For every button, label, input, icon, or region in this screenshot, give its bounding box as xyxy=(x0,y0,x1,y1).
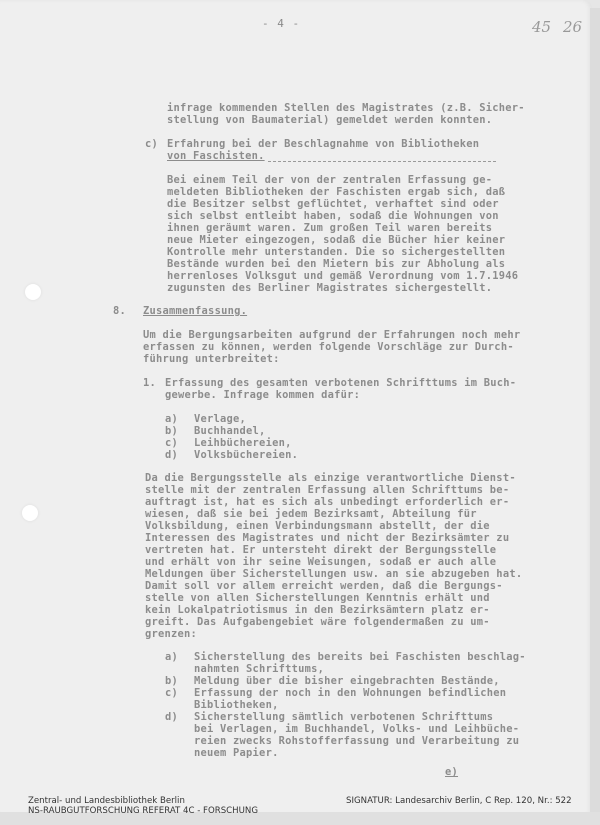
text-line: neue Mieter eingezogen, sodaß die Bücher hier keiner xyxy=(167,234,506,246)
text-line: ihnen geräumt waren. Zum großen Teil waren bereits xyxy=(167,222,493,234)
task-text: Bibliotheken, xyxy=(194,699,279,711)
page-edge-shadow xyxy=(590,8,600,825)
section-8-heading: Zusammenfassung. xyxy=(143,305,248,317)
text-line: kein Lokalpatriotismus in den Bezirksämtern platz er- xyxy=(145,604,490,616)
list-marker: d) xyxy=(165,449,179,461)
task-text: Sicherstellung sämtlich verbotenen Schrifttums xyxy=(194,711,494,723)
footer-signature: SIGNATUR: Landesarchiv Berlin, C Rep. 120, Nr.: 522 xyxy=(346,796,572,806)
task-marker: d) xyxy=(165,711,179,723)
text-line: Bei einem Teil der von der zentralen Erfassung ge- xyxy=(167,174,493,186)
text-line: erfassen zu können, werden folgende Vorschläge zur Durch- xyxy=(143,341,514,353)
continuation-marker: e) xyxy=(445,766,459,778)
text-line: stelle von allen Sicherstellungen Kenntnis erhält und xyxy=(145,592,490,604)
text-line: führung unterbreitet: xyxy=(143,353,280,365)
task-marker: b) xyxy=(165,675,179,687)
task-text: Sicherstellung des bereits bei Faschisten beschlag- xyxy=(194,651,526,663)
task-marker: c) xyxy=(165,687,179,699)
text-line: Da die Bergungsstelle als einzige verantwortliche Dienst- xyxy=(145,472,516,484)
text-line: und erhält von ihr seine Weisungen, sodaß er auch alle xyxy=(145,556,497,568)
text-line: grenzen: xyxy=(145,628,198,640)
footer-library: Zentral- und Landesbibliothek Berlin xyxy=(28,796,185,806)
list-marker: a) xyxy=(165,413,179,425)
handwritten-folio-2: 26 xyxy=(563,18,583,36)
punch-hole-upper xyxy=(25,284,41,300)
text-line: Um die Bergungsarbeiten aufgrund der Erfahrungen noch mehr xyxy=(143,329,521,341)
text-line: die Besitzer selbst geflüchtet, verhaftet sind oder xyxy=(167,198,499,210)
text-line: Interessen des Magistrates und nicht der Bezirksämter zu xyxy=(145,532,510,544)
text-line: greift. Das Aufgabengebiet wäre folgendermaßen zu um- xyxy=(145,616,490,628)
text-line: Meldungen über Sicherstellungen usw. an sie abzugeben hat. xyxy=(145,568,523,580)
text-line: sich selbst entleibt haben, sodaß die Wohnungen von xyxy=(167,210,499,222)
list-item: Leihbüchereien, xyxy=(194,437,292,449)
text-line: zugunsten des Berliner Magistrates sichergestellt. xyxy=(167,282,493,294)
handwritten-folio-1: 45 xyxy=(532,18,552,36)
task-text: reien zwecks Rohstofferfassung und Verarbeitung zu xyxy=(194,735,520,747)
task-text: Meldung über die bisher eingebrachten Bestände, xyxy=(194,675,500,687)
text-line: herrenloses Volksgut und gemäß Verordnung vom 1.7.1946 xyxy=(167,270,519,282)
text-line: stellung von Baumaterial) gemeldet werden konnten. xyxy=(167,114,493,126)
text-line: gewerbe. Infrage kommen dafür: xyxy=(165,389,361,401)
section-c-heading-2: von Faschisten. xyxy=(167,150,265,162)
text-line: infrage kommenden Stellen des Magistrates (z.B. Sicher- xyxy=(167,102,525,114)
text-line: Erfassung des gesamten verbotenen Schrifttums im Buch- xyxy=(165,377,517,389)
text-line: Kontrolle mehr unterstanden. Die so sichergestellten xyxy=(167,246,506,258)
list-marker: c) xyxy=(165,437,179,449)
task-text: nahmten Schrifttums, xyxy=(194,663,325,675)
punch-hole-lower xyxy=(22,505,38,521)
text-line: vertreten hat. Er untersteht direkt der Bergungsstelle xyxy=(145,544,497,556)
text-line: wiesen, daß sie bei jedem Bezirksamt, Abteilung für xyxy=(145,508,477,520)
section-c-heading-1: Erfahrung bei der Beschlagnahme von Bibliotheken xyxy=(167,138,480,150)
task-marker: a) xyxy=(165,651,179,663)
list-item: Verlage, xyxy=(194,413,247,425)
section-c-marker: c) xyxy=(145,138,159,150)
section-8-number: 8. xyxy=(113,305,127,317)
page-number: - 4 - xyxy=(262,17,301,30)
text-line: Bestände wurden bei den Mietern bis zur Abholung als xyxy=(167,258,506,270)
list-marker: b) xyxy=(165,425,179,437)
footer-department: NS-RAUBGUTFORSCHUNG REFERAT 4C - FORSCHUNG xyxy=(28,806,259,816)
text-line: auftragt ist, hat es sich als unbedingt erforderlich er- xyxy=(145,496,510,508)
text-line: meldeten Bibliotheken der Faschisten ergab sich, daß xyxy=(167,186,506,198)
heading-dash-rule xyxy=(268,161,496,162)
list-item: Volksbüchereien. xyxy=(194,449,299,461)
text-line: Volksbildung, einen Verbindungsmann abstellt, der die xyxy=(145,520,490,532)
task-text: neuem Papier. xyxy=(194,747,279,759)
task-text: bei Verlagen, im Buchhandel, Volks- und Leihbüche- xyxy=(194,723,520,735)
text-line: stelle mit der zentralen Erfassung allen Schrifttums be- xyxy=(145,484,510,496)
text-line: Damit soll vor allem erreicht werden, daß die Bergungs- xyxy=(145,580,503,592)
list-item: Buchhandel, xyxy=(194,425,266,437)
task-text: Erfassung der noch in den Wohnungen befindlichen xyxy=(194,687,507,699)
point-1-marker: 1. xyxy=(143,377,157,389)
